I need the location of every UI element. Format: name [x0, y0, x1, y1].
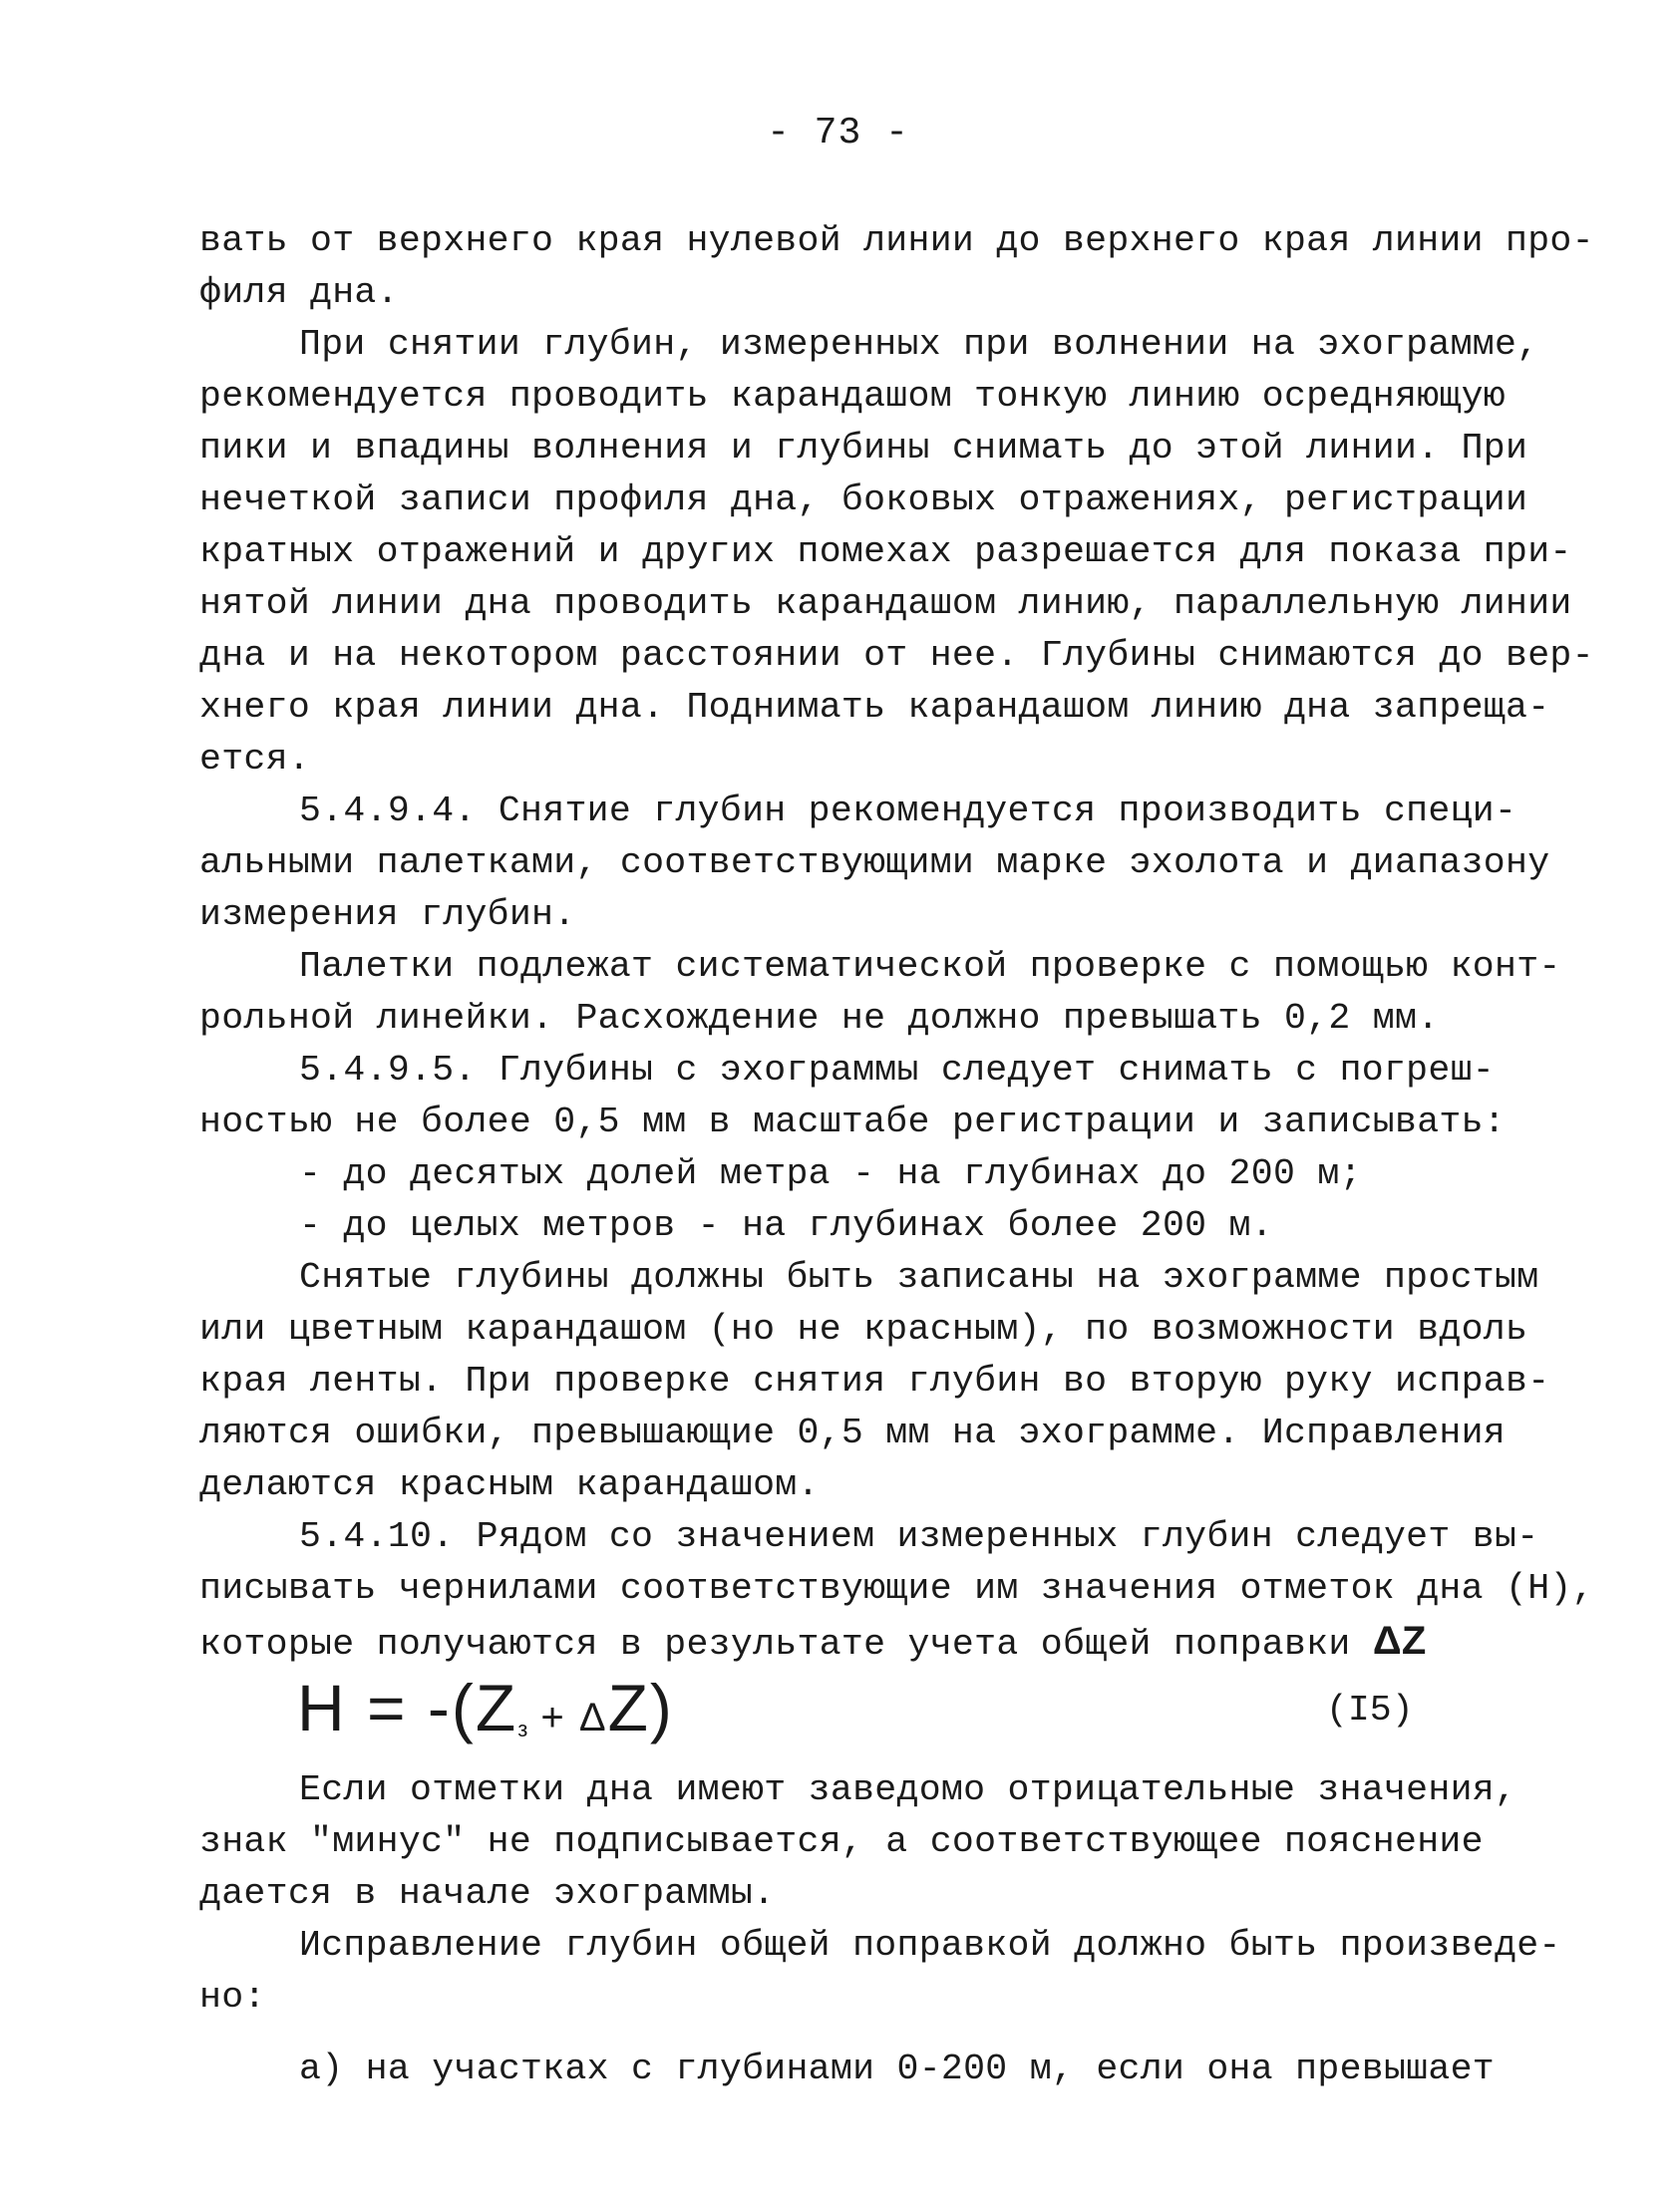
text-line: края ленты. При проверке снятия глубин во вторую руку исправ-: [199, 1361, 1550, 1402]
text-fragment: которые получаются в результате учета общей поправки: [199, 1624, 1351, 1665]
text-line: делаются красным карандашом.: [199, 1464, 820, 1505]
paragraph-first-line: При снятии глубин, измеренных при волнении на эхограмме,: [299, 324, 1539, 365]
formula-z: Z: [475, 1671, 518, 1744]
formula-15: [297, 1668, 674, 1747]
text-line: рольной линейки. Расхождение не должно превышать 0,2 мм.: [199, 998, 1440, 1039]
formula-lhs: H: [297, 1671, 347, 1744]
list-item: - до десятых долей метра - на глубинах до 200 м;: [299, 1153, 1362, 1194]
text-line: ется.: [199, 739, 311, 780]
text-line: дна и на некотором расстоянии от нее. Глубины снимаются до вер-: [199, 635, 1594, 676]
text-line: знак "минус" не подписывается, а соответствующее пояснение: [199, 1821, 1484, 1862]
text-line: ностью не более 0,5 мм в масштабе регистрации и записывать:: [199, 1102, 1507, 1142]
text-line: хнего края линии дна. Поднимать карандашом линию дна запреща-: [199, 687, 1550, 728]
section-heading-line: 5.4.9.5. Глубины с эхограммы следует снимать с погреш-: [299, 1050, 1495, 1091]
text-line: альными палетками, соответствующими марке эхолота и диапазону: [199, 842, 1550, 883]
text-line: или цветным карандашом (но не красным), по возможности вдоль: [199, 1309, 1528, 1350]
formula-delta: Δ: [578, 1696, 608, 1739]
formula-close: ): [649, 1671, 674, 1744]
text-line: но:: [199, 1977, 266, 2018]
text-line: филя дна.: [199, 272, 399, 313]
section-heading-line: 5.4.9.4. Снятие глубин рекомендуется производить специ-: [299, 790, 1517, 831]
list-item: а) на участках с глубинами 0-200 м, если она превышает: [299, 2049, 1495, 2089]
delta-z-symbol: ΔZ: [1372, 1619, 1427, 1663]
text-line: нятой линии дна проводить карандашом линию, параллельную линии: [199, 583, 1572, 624]
section-heading-line: 5.4.10. Рядом со значением измеренных глубин следует вы-: [299, 1516, 1539, 1557]
text-line: пики и впадины волнения и глубины снимать до этой линии. При: [199, 428, 1528, 469]
text-line: кратных отражений и других помехах разрешается для показа при-: [199, 531, 1572, 572]
formula-z-subscript: з: [517, 1717, 528, 1741]
text-line: нечеткой записи профиля дна, боковых отражениях, регистрации: [199, 479, 1528, 520]
paragraph-first-line: Исправление глубин общей поправкой должно быть произведе-: [299, 1925, 1561, 1966]
page-number: - 73 -: [767, 112, 909, 155]
list-item: - до целых метров - на глубинах более 200 м.: [299, 1205, 1273, 1246]
formula-plus: +: [527, 1696, 579, 1739]
text-line: писывать чернилами соответствующие им значения отметок дна (Н),: [199, 1568, 1594, 1609]
text-line: [199, 1615, 1427, 1671]
formula-z2: Z: [607, 1671, 650, 1744]
paragraph-first-line: Если отметки дна имеют заведомо отрицательные значения,: [299, 1769, 1517, 1810]
paragraph-first-line: Снятые глубины должны быть записаны на эхограмме простым: [299, 1257, 1539, 1298]
text-line: измерения глубин.: [199, 894, 576, 935]
formula-equals: = -(: [346, 1671, 476, 1744]
text-line: рекомендуется проводить карандашом тонкую линию осредняющую: [199, 376, 1507, 417]
text-line: вать от верхнего края нулевой линии до верхнего края линии про-: [199, 220, 1594, 261]
text-line: дается в начале эхограммы.: [199, 1873, 776, 1914]
text-line: ляются ошибки, превышающие 0,5 мм на эхограмме. Исправления: [199, 1413, 1507, 1453]
paragraph-first-line: Палетки подлежат систематической проверке с помощью конт-: [299, 946, 1561, 987]
equation-number: (I5): [1326, 1690, 1414, 1731]
